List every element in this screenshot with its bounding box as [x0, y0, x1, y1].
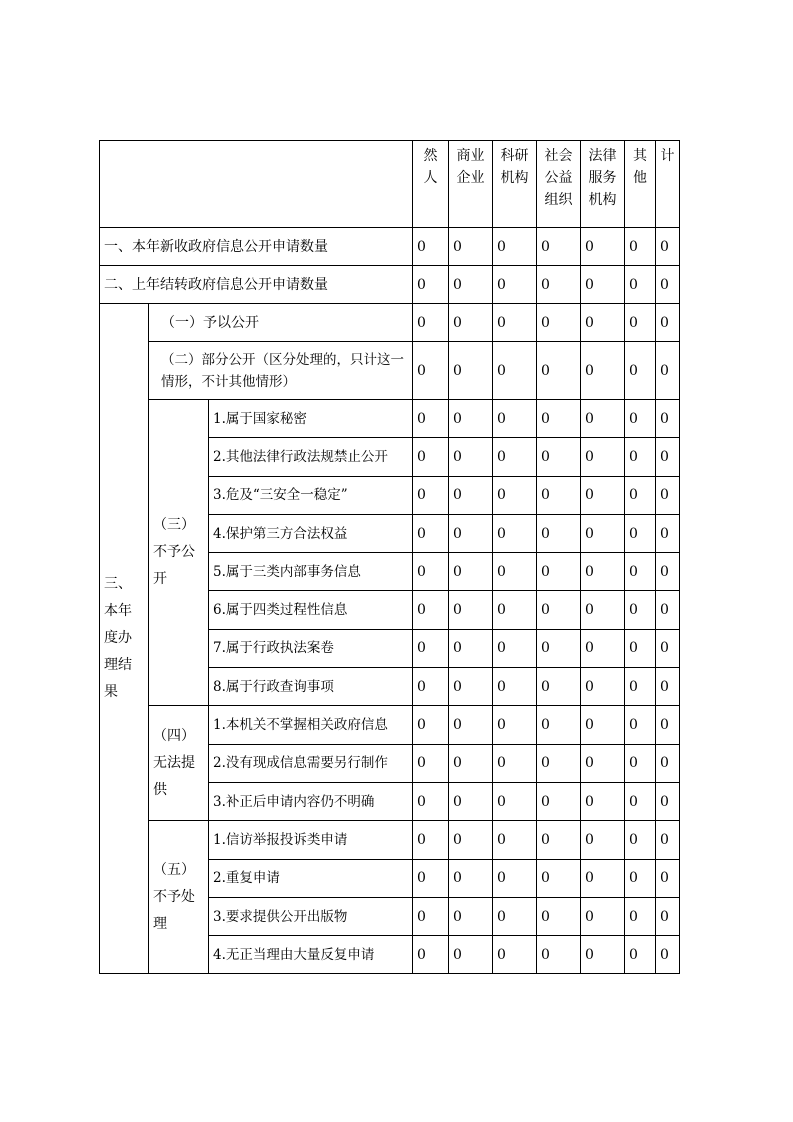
value-cell: 0	[413, 438, 449, 476]
row-label: 2.重复申请	[209, 859, 413, 897]
statistics-table	[99, 140, 680, 974]
value-cell: 0	[537, 936, 581, 974]
value-cell: 0	[413, 897, 449, 935]
value-cell: 0	[493, 821, 537, 859]
value-cell: 0	[413, 668, 449, 706]
value-cell: 0	[493, 553, 537, 591]
value-cell: 0	[449, 897, 493, 935]
value-cell: 0	[493, 438, 537, 476]
value-cell: 0	[656, 668, 680, 706]
value-cell: 0	[581, 266, 625, 304]
value-cell: 0	[581, 821, 625, 859]
value-cell: 0	[625, 514, 656, 552]
row-label: （一）予以公开	[149, 304, 413, 342]
value-cell: 0	[493, 228, 537, 266]
value-cell: 0	[537, 342, 581, 400]
value-cell: 0	[581, 342, 625, 400]
value-cell: 0	[625, 342, 656, 400]
value-cell: 0	[413, 744, 449, 782]
value-cell: 0	[537, 266, 581, 304]
value-cell: 0	[413, 476, 449, 514]
value-cell: 0	[449, 936, 493, 974]
row-label: 3.要求提供公开出版物	[209, 897, 413, 935]
header-other: 其 他	[625, 141, 656, 228]
value-cell: 0	[449, 514, 493, 552]
value-cell: 0	[413, 706, 449, 744]
value-cell: 0	[625, 936, 656, 974]
row-label: 二、上年结转政府信息公开申请数量	[100, 266, 413, 304]
value-cell: 0	[413, 400, 449, 438]
value-cell: 0	[449, 266, 493, 304]
section-3-label: 三、 本年 度办 理结 果	[100, 304, 149, 974]
value-cell: 0	[449, 591, 493, 629]
table-row	[100, 228, 680, 266]
value-cell: 0	[493, 629, 537, 667]
value-cell: 0	[537, 438, 581, 476]
value-cell: 0	[581, 400, 625, 438]
value-cell: 0	[581, 668, 625, 706]
value-cell: 0	[413, 782, 449, 820]
row-label: 1.属于国家秘密	[209, 400, 413, 438]
value-cell: 0	[493, 936, 537, 974]
row-label: 一、本年新收政府信息公开申请数量	[100, 228, 413, 266]
cannot-provide-group-label: （四） 无法提 供	[149, 706, 209, 821]
table-row	[100, 342, 680, 400]
value-cell: 0	[656, 266, 680, 304]
value-cell: 0	[656, 936, 680, 974]
value-cell: 0	[449, 476, 493, 514]
row-label: 4.保护第三方合法权益	[209, 514, 413, 552]
row-label: 1.信访举报投诉类申请	[209, 821, 413, 859]
value-cell: 0	[625, 553, 656, 591]
value-cell: 0	[449, 342, 493, 400]
value-cell: 0	[537, 304, 581, 342]
value-cell: 0	[656, 342, 680, 400]
value-cell: 0	[449, 821, 493, 859]
value-cell: 0	[656, 514, 680, 552]
value-cell: 0	[537, 897, 581, 935]
value-cell: 0	[413, 629, 449, 667]
value-cell: 0	[537, 400, 581, 438]
value-cell: 0	[656, 304, 680, 342]
row-label: 8.属于行政查询事项	[209, 668, 413, 706]
value-cell: 0	[537, 228, 581, 266]
value-cell: 0	[625, 266, 656, 304]
header-research-institution: 科研 机构	[493, 141, 537, 228]
value-cell: 0	[625, 859, 656, 897]
value-cell: 0	[493, 514, 537, 552]
value-cell: 0	[581, 438, 625, 476]
value-cell: 0	[625, 438, 656, 476]
value-cell: 0	[449, 400, 493, 438]
table-row	[100, 706, 680, 744]
value-cell: 0	[625, 744, 656, 782]
value-cell: 0	[493, 304, 537, 342]
value-cell: 0	[413, 859, 449, 897]
value-cell: 0	[625, 228, 656, 266]
value-cell: 0	[656, 859, 680, 897]
row-label: 1.本机关不掌握相关政府信息	[209, 706, 413, 744]
table-row	[100, 400, 680, 438]
row-label: 5.属于三类内部事务信息	[209, 553, 413, 591]
value-cell: 0	[656, 744, 680, 782]
value-cell: 0	[656, 782, 680, 820]
not-processed-group-label: （五） 不予处 理	[149, 821, 209, 974]
row-label: 3.危及“三安全一稳定”	[209, 476, 413, 514]
row-label: 3.补正后申请内容仍不明确	[209, 782, 413, 820]
value-cell: 0	[493, 591, 537, 629]
value-cell: 0	[537, 476, 581, 514]
value-cell: 0	[537, 591, 581, 629]
value-cell: 0	[449, 629, 493, 667]
value-cell: 0	[449, 782, 493, 820]
value-cell: 0	[449, 859, 493, 897]
value-cell: 0	[413, 553, 449, 591]
value-cell: 0	[449, 744, 493, 782]
value-cell: 0	[625, 304, 656, 342]
value-cell: 0	[493, 400, 537, 438]
table-row	[100, 821, 680, 859]
value-cell: 0	[656, 591, 680, 629]
value-cell: 0	[581, 744, 625, 782]
value-cell: 0	[493, 782, 537, 820]
value-cell: 0	[581, 629, 625, 667]
value-cell: 0	[449, 438, 493, 476]
value-cell: 0	[581, 859, 625, 897]
value-cell: 0	[581, 304, 625, 342]
value-cell: 0	[493, 897, 537, 935]
value-cell: 0	[581, 782, 625, 820]
value-cell: 0	[493, 859, 537, 897]
value-cell: 0	[581, 476, 625, 514]
value-cell: 0	[413, 821, 449, 859]
value-cell: 0	[413, 514, 449, 552]
value-cell: 0	[537, 706, 581, 744]
value-cell: 0	[656, 228, 680, 266]
value-cell: 0	[537, 514, 581, 552]
value-cell: 0	[449, 553, 493, 591]
not-disclosed-group-label: （三） 不予公 开	[149, 400, 209, 706]
value-cell: 0	[537, 859, 581, 897]
value-cell: 0	[581, 553, 625, 591]
value-cell: 0	[625, 668, 656, 706]
value-cell: 0	[493, 476, 537, 514]
value-cell: 0	[413, 228, 449, 266]
row-label: 4.无正当理由大量反复申请	[209, 936, 413, 974]
header-legal-service-org: 法律 服务 机构	[581, 141, 625, 228]
value-cell: 0	[581, 897, 625, 935]
value-cell: 0	[493, 266, 537, 304]
value-cell: 0	[625, 821, 656, 859]
value-cell: 0	[413, 591, 449, 629]
value-cell: 0	[656, 400, 680, 438]
value-cell: 0	[625, 476, 656, 514]
value-cell: 0	[625, 897, 656, 935]
value-cell: 0	[537, 553, 581, 591]
value-cell: 0	[581, 228, 625, 266]
header-public-welfare-org: 社会 公益 组织	[537, 141, 581, 228]
header-natural-person: 然 人	[413, 141, 449, 228]
row-label: 2.没有现成信息需要另行制作	[209, 744, 413, 782]
value-cell: 0	[537, 821, 581, 859]
value-cell: 0	[656, 821, 680, 859]
value-cell: 0	[449, 668, 493, 706]
value-cell: 0	[413, 342, 449, 400]
value-cell: 0	[537, 629, 581, 667]
value-cell: 0	[537, 744, 581, 782]
value-cell: 0	[493, 706, 537, 744]
header-blank-cell	[100, 141, 413, 228]
value-cell: 0	[449, 228, 493, 266]
value-cell: 0	[625, 782, 656, 820]
value-cell: 0	[656, 629, 680, 667]
table-row	[100, 304, 680, 342]
value-cell: 0	[656, 476, 680, 514]
header-row	[100, 141, 680, 228]
value-cell: 0	[493, 342, 537, 400]
row-label: 2.其他法律行政法规禁止公开	[209, 438, 413, 476]
table-row	[100, 266, 680, 304]
value-cell: 0	[581, 514, 625, 552]
value-cell: 0	[656, 553, 680, 591]
value-cell: 0	[413, 936, 449, 974]
value-cell: 0	[413, 304, 449, 342]
value-cell: 0	[625, 629, 656, 667]
value-cell: 0	[493, 668, 537, 706]
value-cell: 0	[581, 591, 625, 629]
value-cell: 0	[625, 706, 656, 744]
value-cell: 0	[656, 706, 680, 744]
value-cell: 0	[493, 744, 537, 782]
row-label: 6.属于四类过程性信息	[209, 591, 413, 629]
value-cell: 0	[581, 706, 625, 744]
value-cell: 0	[413, 266, 449, 304]
value-cell: 0	[449, 304, 493, 342]
value-cell: 0	[581, 936, 625, 974]
value-cell: 0	[537, 668, 581, 706]
header-total: 计	[656, 141, 680, 228]
value-cell: 0	[625, 591, 656, 629]
value-cell: 0	[449, 706, 493, 744]
value-cell: 0	[625, 400, 656, 438]
row-label: （二）部分公开（区分处理的，只计这一情形，不计其他情形）	[149, 342, 413, 400]
row-label: 7.属于行政执法案卷	[209, 629, 413, 667]
value-cell: 0	[656, 897, 680, 935]
value-cell: 0	[656, 438, 680, 476]
header-commercial-enterprise: 商业 企业	[449, 141, 493, 228]
value-cell: 0	[537, 782, 581, 820]
